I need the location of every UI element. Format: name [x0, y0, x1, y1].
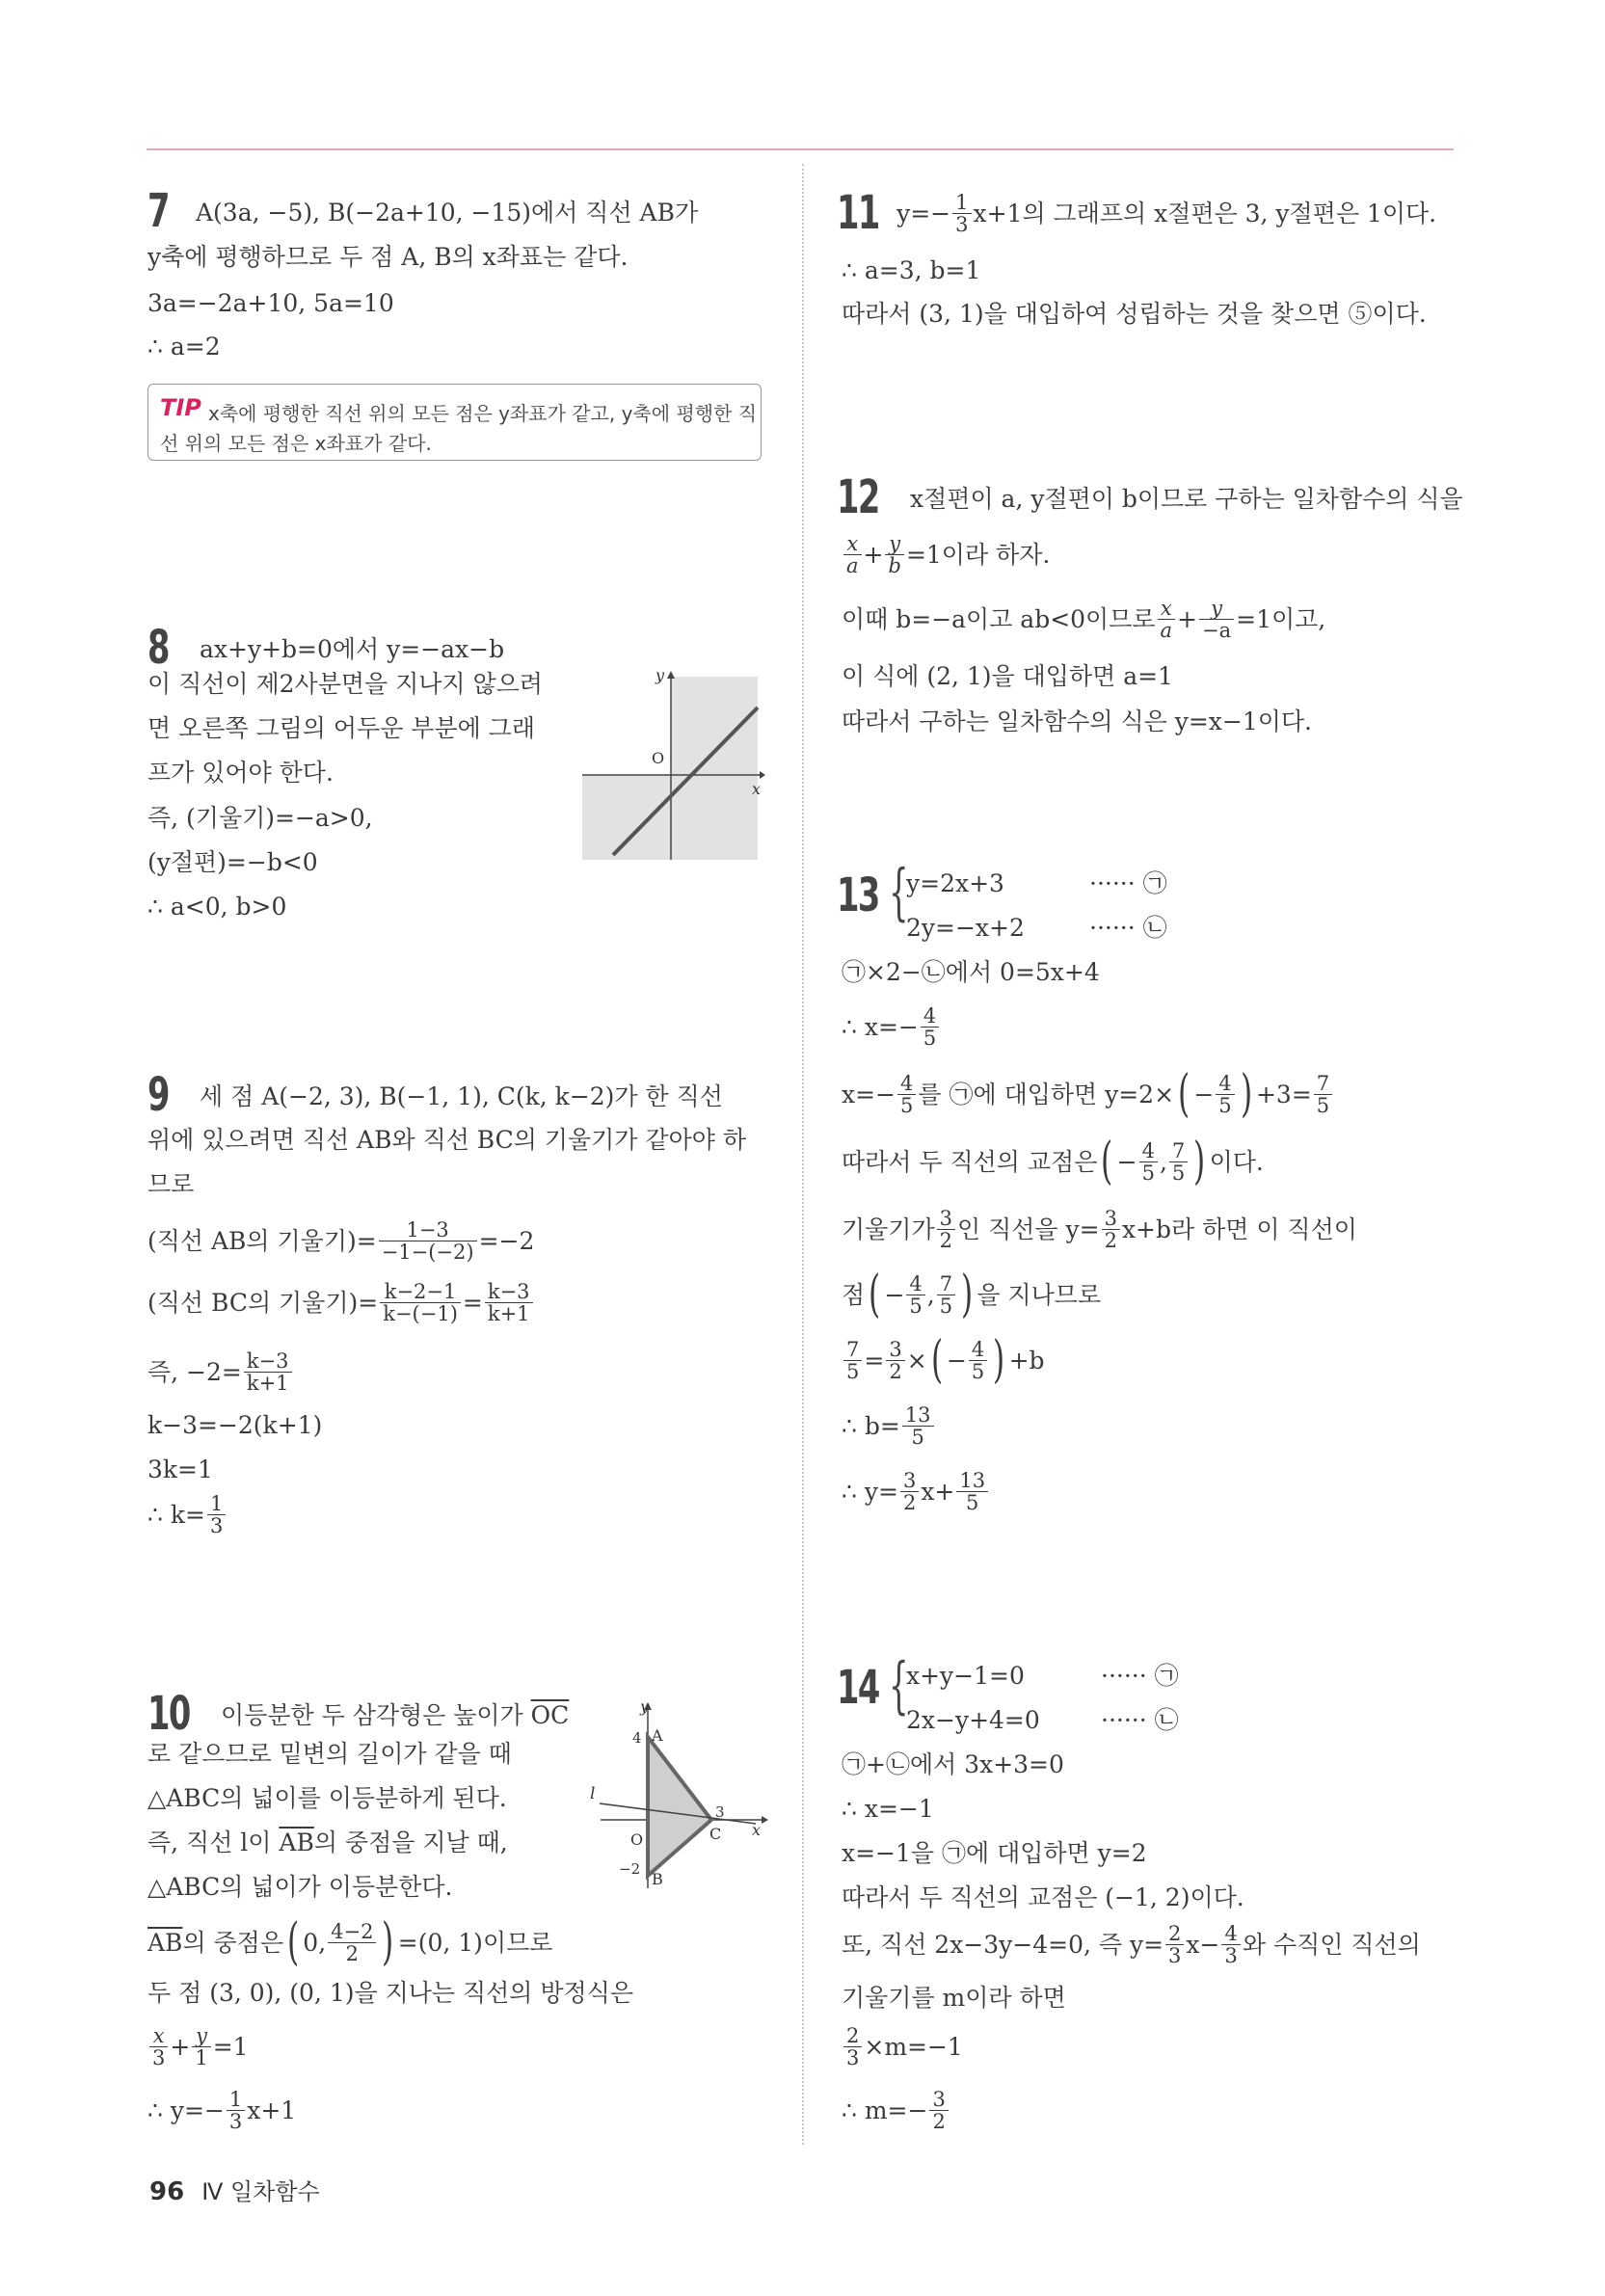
numerator: 13	[956, 1470, 988, 1492]
denominator: 3	[846, 2045, 860, 2069]
text: −	[1193, 1080, 1215, 1108]
p8-line-2: 이 직선이 제2사분면을 지나지 않으려	[147, 670, 543, 698]
problem-number: 14	[837, 1661, 879, 1715]
x-arrow-icon	[760, 771, 765, 779]
text: 따라서 두 직선의 교점은	[842, 1147, 1098, 1176]
numerator: y	[1199, 598, 1234, 620]
fraction	[244, 1350, 292, 1394]
text: 의 중점은	[182, 1928, 283, 1957]
numerator: k−3	[485, 1281, 533, 1303]
p7-line-4: ∴ a=2	[147, 333, 221, 360]
p12-line-1: x절편이 a, y절편이 b이므로 구하는 일차함수의 식을	[910, 485, 1463, 513]
numerator: 3	[886, 1339, 904, 1361]
numerator: 3	[937, 1208, 955, 1230]
numerator: k−2−1	[380, 1281, 461, 1303]
numerator: 4	[921, 1005, 939, 1028]
p13-substitute	[842, 1065, 1334, 1123]
denominator: 5	[1316, 1093, 1330, 1117]
text: =1이고,	[1236, 604, 1326, 633]
top-rule	[147, 148, 1454, 150]
denominator: 5	[900, 1093, 914, 1117]
text: ∴ b=	[842, 1411, 900, 1440]
text: −	[884, 1280, 905, 1309]
p7-line-1: A(3a, −5), B(−2a+10, −15)에서 직선 AB가	[196, 199, 699, 227]
p10-graph	[586, 1691, 769, 1893]
numerator: 2	[1165, 1923, 1184, 1945]
p12-line-4: 이 식에 (2, 1)을 대입하면 a=1	[842, 662, 1173, 690]
denominator: b	[888, 553, 901, 577]
plus: +	[863, 540, 884, 569]
fraction	[843, 533, 862, 576]
denominator: k+1	[246, 1371, 289, 1395]
p14-line-4: ∴ x=−1	[842, 1795, 934, 1823]
denominator: 5	[1141, 1161, 1155, 1185]
numerator: k−3	[244, 1350, 292, 1373]
p9-bc-slope	[147, 1278, 535, 1326]
triangle-abc	[648, 1737, 711, 1876]
p7-line-2: y축에 평행하므로 두 점 A, B의 x좌표는 같다.	[147, 243, 629, 271]
tick-minus-2: −2	[619, 1860, 641, 1878]
p9-step	[147, 1348, 294, 1396]
p14-eq-2: 2x−y+4=0	[906, 1706, 1040, 1734]
p9-line-7: 3k=1	[147, 1455, 213, 1483]
fraction	[1169, 1140, 1188, 1184]
chapter-title: Ⅳ 일차함수	[201, 2178, 320, 2205]
text: 을 지나므로	[976, 1280, 1102, 1309]
text: +b	[1008, 1346, 1045, 1375]
p10-line-1a: 이등분한 두 삼각형은 높이가	[221, 1701, 531, 1729]
p13-eq-2-marker: ······ ㉡	[1089, 914, 1167, 942]
fraction	[1314, 1073, 1332, 1116]
system-brace: {	[889, 857, 909, 928]
text: x+b라 하면 이 직선이	[1121, 1215, 1357, 1243]
numerator: 1	[227, 2089, 245, 2111]
p10-line-7: 두 점 (3, 0), (0, 1)을 지나는 직선의 방정식은	[147, 1979, 634, 2007]
p10-answer	[147, 2086, 296, 2134]
text: =(0, 1)이므로	[397, 1928, 553, 1957]
numerator: 3	[900, 1470, 919, 1492]
p14-eq-2-marker: ······ ㉡	[1101, 1706, 1179, 1734]
p13-x-value	[842, 1002, 941, 1051]
fraction	[921, 1005, 939, 1049]
p10-equation	[147, 2022, 249, 2070]
fraction	[952, 192, 971, 235]
y-label: y	[655, 667, 665, 684]
text: 를 ㉠에 대입하면 y=2×	[918, 1080, 1175, 1108]
denominator: −1−(−2)	[381, 1240, 474, 1264]
denominator: 2	[1104, 1228, 1117, 1252]
fraction	[885, 533, 903, 576]
text: 0,	[303, 1928, 327, 1957]
p8-line-4: 프가 있어야 한다.	[147, 759, 334, 787]
fraction	[149, 2025, 168, 2069]
p12-line-3	[842, 595, 1325, 643]
segment-ab: $\overline{AB}$	[279, 1829, 314, 1856]
numerator: 4	[969, 1339, 987, 1361]
denominator: 5	[846, 1359, 860, 1383]
denominator: 3	[228, 2109, 243, 2133]
text: x+1	[247, 2096, 297, 2124]
fraction	[1199, 598, 1234, 641]
p14-line-3: ㉠+㉡에서 3x+3=0	[842, 1750, 1064, 1778]
text: ×m=−1	[864, 2032, 963, 2061]
fraction	[897, 1073, 916, 1116]
fraction	[379, 1219, 477, 1263]
fraction	[886, 1339, 904, 1382]
p9-line-2: 위에 있으려면 직선 AB와 직선 BC의 기울기가 같아야 하	[147, 1126, 746, 1154]
numerator: 4	[897, 1073, 916, 1095]
denominator: 2	[345, 1941, 359, 1965]
fraction	[1102, 1208, 1120, 1251]
fraction	[1165, 1923, 1184, 1966]
text: ×	[906, 1346, 927, 1375]
paren-close: )	[1193, 1133, 1206, 1190]
numerator: x	[843, 533, 862, 555]
plus: +	[170, 2032, 191, 2061]
paren-open: (	[869, 1266, 881, 1323]
fraction	[906, 1273, 924, 1317]
problem-number: 7	[147, 184, 169, 238]
fraction	[207, 1493, 226, 1536]
text: =	[864, 1346, 885, 1375]
denominator: 5	[966, 1490, 979, 1514]
x-label: x	[752, 780, 762, 798]
denominator: 1	[195, 2045, 208, 2069]
text: 이때 b=−a이고 ab<0이므로	[842, 604, 1156, 633]
page-footer	[149, 2173, 320, 2206]
numerator: 4	[1221, 1923, 1240, 1945]
text: ,	[926, 1280, 935, 1309]
denominator: 5	[911, 1425, 924, 1449]
denominator: k−(−1)	[383, 1301, 458, 1325]
label: (직선 BC의 기울기)=	[147, 1288, 379, 1317]
paren-close: )	[1240, 1065, 1252, 1123]
fraction	[227, 2089, 245, 2132]
text: x+	[921, 1477, 955, 1506]
p7-line-3: 3a=−2a+10, 5a=10	[147, 289, 394, 317]
denominator: a	[1160, 618, 1173, 642]
fraction	[328, 1921, 376, 1964]
p13-eq-1: y=2x+3	[906, 869, 1004, 897]
fraction	[485, 1281, 533, 1324]
text: y=−	[896, 199, 951, 227]
paren-open: (	[1101, 1133, 1113, 1190]
text: 점	[842, 1280, 866, 1309]
tick-3: 3	[715, 1803, 725, 1821]
denominator: 2	[939, 1228, 952, 1252]
segment-ab: $\overline{AB}$	[147, 1928, 183, 1957]
label: ∴ k=	[147, 1500, 205, 1529]
denominator: 5	[1218, 1093, 1232, 1117]
p14-line-6: 따라서 두 직선의 교점은 (−1, 2)이다.	[842, 1883, 1244, 1911]
problem-number: 13	[837, 868, 879, 922]
numerator: 4−2	[328, 1921, 376, 1943]
system-brace: {	[889, 1650, 909, 1722]
y-label: y	[640, 1697, 650, 1716]
p14-perpendicular	[842, 1920, 1421, 1968]
p10-line-4	[147, 1830, 508, 1855]
denominator: 5	[1171, 1161, 1186, 1185]
p13-intersection	[842, 1133, 1264, 1190]
fraction	[902, 1404, 934, 1448]
point-b-label: B	[652, 1870, 663, 1888]
text: ,	[1159, 1147, 1167, 1176]
text: x+1의 그래프의 x절편은 3, y절편은 1이다.	[973, 199, 1437, 227]
numerator: 7	[937, 1273, 955, 1295]
numerator: 7	[1169, 1140, 1188, 1162]
problem-number: 9	[147, 1068, 169, 1122]
denominator: 5	[909, 1294, 923, 1318]
numerator: 1−3	[379, 1219, 477, 1241]
denominator: −a	[1202, 618, 1232, 642]
p11-line-2: ∴ a=3, b=1	[842, 256, 981, 284]
numerator: x	[1158, 598, 1176, 620]
numerator: y	[192, 2025, 210, 2047]
problem-number: 8	[147, 621, 169, 675]
p12-line-5: 따라서 구하는 일차함수의 식은 y=x−1이다.	[842, 707, 1313, 735]
denominator: 5	[971, 1359, 985, 1383]
p13-answer	[842, 1467, 990, 1515]
text: ∴ y=−	[147, 2096, 225, 2124]
text: ∴ y=	[842, 1477, 898, 1506]
text: 의 중점을 지날 때,	[313, 1829, 508, 1856]
text: x=−	[842, 1080, 896, 1108]
denominator: 5	[923, 1026, 937, 1050]
p14-eq-1-marker: ······ ㉠	[1101, 1662, 1179, 1690]
fraction	[937, 1208, 955, 1251]
problem-number: 11	[837, 186, 879, 240]
p13-slope	[842, 1205, 1357, 1253]
denominator: 3	[1168, 1943, 1182, 1967]
numerator: 3	[1102, 1208, 1120, 1230]
denominator: 2	[932, 2109, 946, 2133]
text: =1	[212, 2032, 249, 2061]
paren-close: )	[961, 1266, 974, 1323]
p13-eq-2: 2y=−x+2	[906, 914, 1025, 942]
numerator: 4	[1139, 1140, 1158, 1162]
fraction	[843, 1339, 862, 1382]
p14-line-8: 기울기를 m이라 하면	[842, 1984, 1066, 2012]
paren-open: (	[930, 1331, 943, 1389]
numerator: 13	[902, 1404, 934, 1427]
text: 이다.	[1209, 1147, 1264, 1176]
p13-equation	[842, 1331, 1045, 1389]
numerator: 1	[207, 1493, 226, 1515]
p8-line-1: ax+y+b=0에서 y=−ax−b	[200, 635, 505, 663]
text: 즉, 직선 l이	[147, 1829, 280, 1856]
point-a-label: A	[652, 1726, 663, 1745]
label: (직선 AB의 기울기)=	[147, 1226, 377, 1255]
p14-answer	[842, 2086, 950, 2134]
p10-line-2: 로 같으므로 밑변의 길이가 같을 때	[147, 1740, 512, 1768]
origin-label: O	[652, 749, 665, 767]
plus: +	[1177, 604, 1197, 633]
fraction	[900, 1470, 919, 1513]
text: 기울기가	[842, 1215, 935, 1243]
numerator: 2	[843, 2025, 862, 2047]
numerator: 3	[929, 2089, 948, 2111]
point-c-label: C	[709, 1825, 722, 1843]
p14-line-5: x=−1을 ㉠에 대입하면 y=2	[842, 1839, 1147, 1867]
denominator: a	[846, 553, 859, 577]
text: ∴ x=−	[842, 1012, 919, 1041]
result: =−2	[478, 1226, 535, 1255]
denominator: 3	[955, 212, 969, 236]
fraction	[937, 1273, 955, 1317]
p10-midpoint	[147, 1913, 553, 1971]
problem-number: 10	[147, 1687, 190, 1741]
p8-line-6: (y절편)=−b<0	[147, 848, 318, 876]
text: 와 수직인 직선의	[1242, 1930, 1421, 1959]
numerator: 7	[1314, 1073, 1332, 1095]
text: x−	[1186, 1930, 1220, 1959]
fraction	[380, 1281, 461, 1324]
denominator: 3	[209, 1513, 224, 1537]
tip-label: TIP	[160, 394, 201, 421]
p8-line-7: ∴ a<0, b>0	[147, 893, 287, 921]
x-label: x	[752, 1821, 762, 1839]
text: ∴ m=−	[842, 2096, 928, 2124]
denominator: 2	[902, 1490, 917, 1514]
denominator: 5	[939, 1294, 953, 1318]
tip-line-1: x축에 평행한 직선 위의 모든 점은 y좌표가 같고, y축에 평행한 직	[208, 402, 758, 425]
p9-line-3: 므로	[147, 1170, 195, 1198]
denominator: 3	[152, 2045, 166, 2069]
tip-box	[147, 384, 762, 461]
p10-line-3: △ABC의 넓이를 이등분하게 된다.	[147, 1784, 507, 1812]
tip-line-2: 선 위의 모든 점은 x좌표가 같다.	[160, 432, 432, 455]
segment-oc: $\overline{OC}$	[530, 1701, 570, 1729]
numerator: 1	[952, 192, 971, 214]
fraction	[192, 2025, 210, 2069]
fraction	[1139, 1140, 1158, 1184]
paren-close: )	[382, 1913, 394, 1971]
paren-open: (	[1178, 1065, 1190, 1123]
numerator: 4	[1216, 1073, 1234, 1095]
text: −	[946, 1346, 967, 1375]
fraction	[843, 2025, 862, 2069]
p11-line-3: 따라서 (3, 1)을 대입하여 성립하는 것을 찾으면 ⑤이다.	[842, 300, 1427, 328]
fraction	[956, 1470, 988, 1513]
denominator: 3	[1224, 1943, 1238, 1967]
numerator: 7	[843, 1339, 862, 1361]
line-l-label: l	[590, 1784, 596, 1803]
p9-line-6: k−3=−2(k+1)	[147, 1411, 323, 1439]
label: 즉, −2=	[147, 1357, 242, 1386]
p12-form	[842, 530, 1050, 578]
problem-number: 12	[837, 470, 879, 524]
fraction	[1221, 1923, 1240, 1966]
p13-point	[842, 1266, 1102, 1323]
p9-ab-slope	[147, 1216, 534, 1265]
paren-close: )	[993, 1331, 1005, 1389]
p13-b-value	[842, 1402, 936, 1450]
p8-line-5: 즉, (기울기)=−a>0,	[147, 804, 373, 832]
numerator: x	[149, 2025, 168, 2047]
column-divider	[802, 164, 804, 2145]
p14-eq-1: x+y−1=0	[906, 1662, 1025, 1690]
origin-label: O	[630, 1830, 644, 1849]
fraction	[1216, 1073, 1234, 1116]
tick-4: 4	[632, 1729, 642, 1747]
p13-eq-1-marker: ······ ㉠	[1089, 869, 1167, 897]
text: −	[1116, 1147, 1137, 1176]
text: +3=	[1255, 1080, 1312, 1108]
denominator: k+1	[487, 1301, 530, 1325]
text: 또, 직선 2x−3y−4=0, 즉 y=	[842, 1930, 1164, 1959]
page-number: 96	[149, 2177, 185, 2206]
p10-line-5: △ABC의 넓이가 이등분한다.	[147, 1873, 453, 1901]
numerator: y	[885, 533, 903, 555]
p13-line-3: ㉠×2−㉡에서 0=5x+4	[842, 958, 1100, 986]
denominator: 2	[889, 1359, 902, 1383]
p9-line-1: 세 점 A(−2, 3), B(−1, 1), C(k, k−2)가 한 직선	[200, 1082, 723, 1110]
x-arrow-icon	[762, 1816, 768, 1824]
numerator: 4	[906, 1273, 924, 1295]
p8-line-3: 면 오른쪽 그림의 어두운 부분에 그래	[147, 714, 535, 742]
p8-graph	[575, 667, 767, 860]
fraction	[929, 2089, 948, 2132]
equals: =	[462, 1288, 483, 1317]
text: =1이라 하자.	[905, 540, 1051, 569]
fraction	[969, 1339, 987, 1382]
paren-open: (	[287, 1913, 300, 1971]
p9-answer	[147, 1490, 227, 1538]
text: 인 직선을 y=	[956, 1215, 1100, 1243]
fraction	[1158, 598, 1176, 641]
y-arrow-icon	[667, 671, 675, 679]
p14-equation	[842, 2022, 963, 2070]
